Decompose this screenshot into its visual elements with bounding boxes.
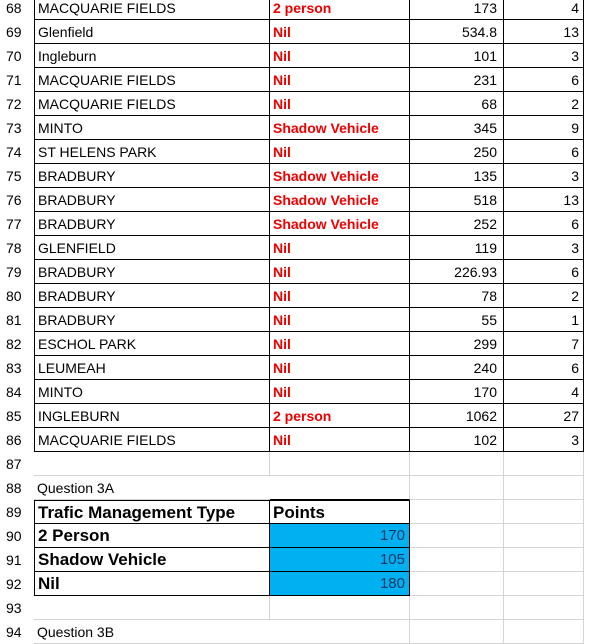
count-cell[interactable]: 1 bbox=[504, 308, 584, 332]
empty-cell[interactable] bbox=[270, 452, 410, 476]
count-cell[interactable]: 4 bbox=[504, 0, 584, 20]
suburb-cell[interactable]: LEUMEAH bbox=[34, 356, 270, 380]
traffic-cell[interactable]: Nil bbox=[270, 284, 410, 308]
empty-cell[interactable] bbox=[34, 596, 270, 620]
suburb-cell[interactable]: MINTO bbox=[34, 116, 270, 140]
row-number[interactable]: 83 bbox=[6, 360, 22, 376]
count-cell[interactable]: 13 bbox=[504, 20, 584, 44]
question-3a-label[interactable]: Question 3A bbox=[34, 476, 270, 500]
count-cell[interactable]: 3 bbox=[504, 236, 584, 260]
summary-points[interactable]: 105 bbox=[270, 548, 410, 572]
traffic-cell[interactable]: Nil bbox=[270, 428, 410, 452]
empty-cell[interactable] bbox=[410, 572, 504, 596]
value-cell[interactable]: 68 bbox=[410, 92, 504, 116]
table-row[interactable] bbox=[0, 332, 591, 356]
row-number[interactable]: 69 bbox=[6, 24, 22, 40]
table-row[interactable] bbox=[0, 0, 591, 20]
row-number[interactable]: 68 bbox=[6, 0, 22, 16]
table-row[interactable] bbox=[0, 140, 591, 164]
suburb-cell[interactable]: Glenfield bbox=[34, 20, 270, 44]
table-row[interactable] bbox=[0, 404, 591, 428]
table-row[interactable] bbox=[0, 284, 591, 308]
table-row[interactable] bbox=[0, 380, 591, 404]
value-cell[interactable]: 252 bbox=[410, 212, 504, 236]
empty-cell[interactable] bbox=[504, 572, 584, 596]
empty-cell[interactable] bbox=[410, 524, 504, 548]
row-number[interactable]: 93 bbox=[6, 600, 22, 616]
row-number[interactable]: 92 bbox=[6, 576, 22, 592]
suburb-cell[interactable]: MACQUARIE FIELDS bbox=[34, 92, 270, 116]
count-cell[interactable]: 6 bbox=[504, 68, 584, 92]
value-cell[interactable]: 250 bbox=[410, 140, 504, 164]
row-number[interactable]: 78 bbox=[6, 240, 22, 256]
traffic-cell[interactable]: 2 person bbox=[270, 0, 410, 20]
question-row[interactable] bbox=[0, 476, 591, 500]
row-number[interactable]: 70 bbox=[6, 48, 22, 64]
count-cell[interactable]: 3 bbox=[504, 44, 584, 68]
suburb-cell[interactable]: BRADBURY bbox=[34, 164, 270, 188]
value-cell[interactable]: 1062 bbox=[410, 404, 504, 428]
count-cell[interactable]: 6 bbox=[504, 356, 584, 380]
count-cell[interactable]: 3 bbox=[504, 164, 584, 188]
traffic-cell[interactable]: Nil bbox=[270, 236, 410, 260]
row-number[interactable]: 87 bbox=[6, 456, 22, 472]
row-number[interactable]: 88 bbox=[6, 480, 22, 496]
traffic-cell[interactable]: Nil bbox=[270, 380, 410, 404]
summary-header-points[interactable]: Points bbox=[270, 500, 410, 524]
summary-row[interactable] bbox=[0, 524, 591, 548]
suburb-cell[interactable]: MACQUARIE FIELDS bbox=[34, 0, 270, 20]
row-number[interactable]: 75 bbox=[6, 168, 22, 184]
row-number[interactable]: 71 bbox=[6, 72, 22, 88]
traffic-cell[interactable]: Shadow Vehicle bbox=[270, 188, 410, 212]
count-cell[interactable]: 4 bbox=[504, 380, 584, 404]
empty-cell[interactable] bbox=[270, 476, 410, 500]
traffic-cell[interactable]: Nil bbox=[270, 140, 410, 164]
count-cell[interactable]: 6 bbox=[504, 260, 584, 284]
count-cell[interactable]: 9 bbox=[504, 116, 584, 140]
empty-cell[interactable] bbox=[410, 452, 504, 476]
empty-cell[interactable] bbox=[410, 500, 504, 524]
traffic-cell[interactable]: Shadow Vehicle bbox=[270, 212, 410, 236]
value-cell[interactable]: 78 bbox=[410, 284, 504, 308]
value-cell[interactable]: 226.93 bbox=[410, 260, 504, 284]
traffic-cell[interactable]: Nil bbox=[270, 356, 410, 380]
suburb-cell[interactable]: MACQUARIE FIELDS bbox=[34, 68, 270, 92]
table-row[interactable] bbox=[0, 356, 591, 380]
empty-cell[interactable] bbox=[504, 548, 584, 572]
suburb-cell[interactable]: BRADBURY bbox=[34, 260, 270, 284]
suburb-cell[interactable]: INGLEBURN bbox=[34, 404, 270, 428]
value-cell[interactable]: 135 bbox=[410, 164, 504, 188]
summary-row[interactable] bbox=[0, 548, 591, 572]
summary-type[interactable]: Nil bbox=[34, 572, 270, 596]
empty-row[interactable] bbox=[0, 596, 591, 620]
suburb-cell[interactable]: BRADBURY bbox=[34, 188, 270, 212]
empty-cell[interactable] bbox=[504, 476, 584, 500]
suburb-cell[interactable]: Ingleburn bbox=[34, 44, 270, 68]
traffic-cell[interactable]: Shadow Vehicle bbox=[270, 116, 410, 140]
summary-points[interactable]: 170 bbox=[270, 524, 410, 548]
row-number[interactable]: 94 bbox=[6, 624, 22, 640]
traffic-cell[interactable]: Nil bbox=[270, 20, 410, 44]
value-cell[interactable]: 240 bbox=[410, 356, 504, 380]
count-cell[interactable]: 6 bbox=[504, 212, 584, 236]
row-number[interactable]: 74 bbox=[6, 144, 22, 160]
count-cell[interactable]: 6 bbox=[504, 140, 584, 164]
table-row[interactable] bbox=[0, 428, 591, 452]
empty-cell[interactable] bbox=[504, 596, 584, 620]
empty-cell[interactable] bbox=[504, 500, 584, 524]
empty-cell[interactable] bbox=[504, 620, 584, 644]
value-cell[interactable]: 173 bbox=[410, 0, 504, 20]
empty-row[interactable] bbox=[0, 452, 591, 476]
row-number[interactable]: 90 bbox=[6, 528, 22, 544]
empty-cell[interactable] bbox=[270, 620, 410, 644]
suburb-cell[interactable]: GLENFIELD bbox=[34, 236, 270, 260]
table-row[interactable] bbox=[0, 92, 591, 116]
value-cell[interactable]: 102 bbox=[410, 428, 504, 452]
empty-cell[interactable] bbox=[410, 548, 504, 572]
table-row[interactable] bbox=[0, 236, 591, 260]
value-cell[interactable]: 101 bbox=[410, 44, 504, 68]
table-row[interactable] bbox=[0, 188, 591, 212]
count-cell[interactable]: 13 bbox=[504, 188, 584, 212]
table-row[interactable] bbox=[0, 44, 591, 68]
traffic-cell[interactable]: Nil bbox=[270, 68, 410, 92]
table-row[interactable] bbox=[0, 68, 591, 92]
summary-type[interactable]: 2 Person bbox=[34, 524, 270, 548]
suburb-cell[interactable]: ST HELENS PARK bbox=[34, 140, 270, 164]
traffic-cell[interactable]: Nil bbox=[270, 308, 410, 332]
traffic-cell[interactable]: Nil bbox=[270, 44, 410, 68]
suburb-cell[interactable]: BRADBURY bbox=[34, 308, 270, 332]
empty-cell[interactable] bbox=[270, 596, 410, 620]
value-cell[interactable]: 55 bbox=[410, 308, 504, 332]
count-cell[interactable]: 2 bbox=[504, 284, 584, 308]
count-cell[interactable]: 7 bbox=[504, 332, 584, 356]
empty-cell[interactable] bbox=[504, 452, 584, 476]
row-number[interactable]: 91 bbox=[6, 552, 22, 568]
empty-cell[interactable] bbox=[504, 524, 584, 548]
summary-type[interactable]: Shadow Vehicle bbox=[34, 548, 270, 572]
empty-cell[interactable] bbox=[410, 476, 504, 500]
summary-header-type[interactable]: Trafic Management Type bbox=[34, 500, 270, 524]
traffic-cell[interactable]: Nil bbox=[270, 260, 410, 284]
suburb-cell[interactable]: MACQUARIE FIELDS bbox=[34, 428, 270, 452]
traffic-cell[interactable]: Nil bbox=[270, 332, 410, 356]
traffic-cell[interactable]: 2 person bbox=[270, 404, 410, 428]
row-number[interactable]: 79 bbox=[6, 264, 22, 280]
table-row[interactable] bbox=[0, 308, 591, 332]
count-cell[interactable]: 27 bbox=[504, 404, 584, 428]
traffic-cell[interactable]: Shadow Vehicle bbox=[270, 164, 410, 188]
value-cell[interactable]: 170 bbox=[410, 380, 504, 404]
table-row[interactable] bbox=[0, 20, 591, 44]
empty-cell[interactable] bbox=[410, 620, 504, 644]
suburb-cell[interactable]: MINTO bbox=[34, 380, 270, 404]
suburb-cell[interactable]: BRADBURY bbox=[34, 284, 270, 308]
value-cell[interactable]: 518 bbox=[410, 188, 504, 212]
table-row[interactable] bbox=[0, 212, 591, 236]
count-cell[interactable]: 3 bbox=[504, 428, 584, 452]
row-number[interactable]: 80 bbox=[6, 288, 22, 304]
row-number[interactable]: 76 bbox=[6, 192, 22, 208]
row-number[interactable]: 73 bbox=[6, 120, 22, 136]
count-cell[interactable]: 2 bbox=[504, 92, 584, 116]
empty-cell[interactable] bbox=[410, 596, 504, 620]
value-cell[interactable]: 299 bbox=[410, 332, 504, 356]
summary-header-row[interactable] bbox=[0, 500, 591, 524]
row-number[interactable]: 77 bbox=[6, 216, 22, 232]
value-cell[interactable]: 534.8 bbox=[410, 20, 504, 44]
traffic-cell[interactable]: Nil bbox=[270, 92, 410, 116]
summary-row[interactable] bbox=[0, 572, 591, 596]
row-number[interactable]: 86 bbox=[6, 432, 22, 448]
summary-points[interactable]: 180 bbox=[270, 572, 410, 596]
row-number[interactable]: 84 bbox=[6, 384, 22, 400]
question-row[interactable] bbox=[0, 620, 591, 644]
value-cell[interactable]: 345 bbox=[410, 116, 504, 140]
empty-cell[interactable] bbox=[34, 452, 270, 476]
question-3b-label[interactable]: Question 3B bbox=[34, 620, 270, 644]
row-number[interactable]: 82 bbox=[6, 336, 22, 352]
value-cell[interactable]: 119 bbox=[410, 236, 504, 260]
value-cell[interactable]: 231 bbox=[410, 68, 504, 92]
suburb-cell[interactable]: BRADBURY bbox=[34, 212, 270, 236]
suburb-cell[interactable]: ESCHOL PARK bbox=[34, 332, 270, 356]
table-row[interactable] bbox=[0, 164, 591, 188]
row-number[interactable]: 89 bbox=[6, 504, 22, 520]
table-row[interactable] bbox=[0, 116, 591, 140]
table-row[interactable] bbox=[0, 260, 591, 284]
row-number[interactable]: 81 bbox=[6, 312, 22, 328]
row-number[interactable]: 85 bbox=[6, 408, 22, 424]
row-number[interactable]: 72 bbox=[6, 96, 22, 112]
